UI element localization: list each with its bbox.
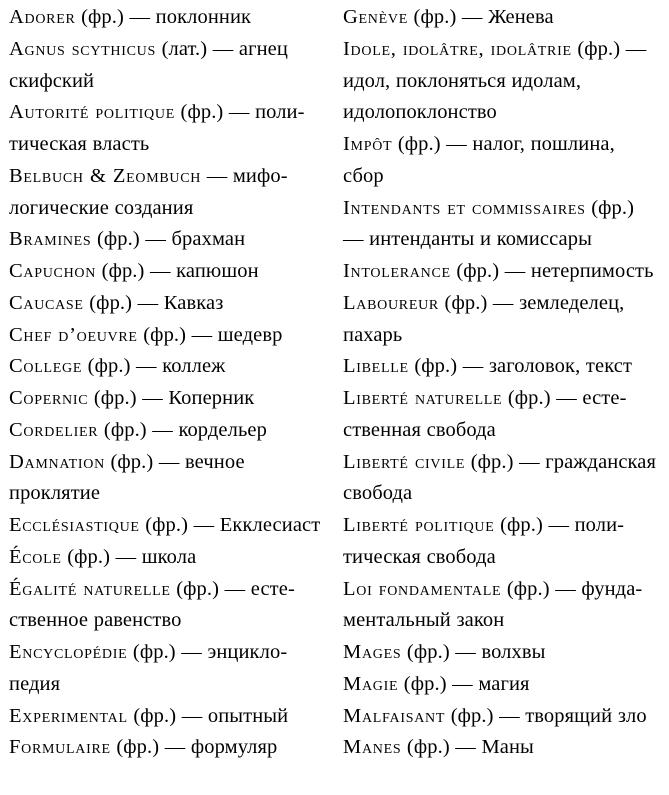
language-label: (фр.): [93, 387, 137, 409]
term-text: École: [9, 545, 62, 568]
language-label: (фр.): [591, 196, 635, 219]
glossary-entry: [343, 34, 659, 129]
glossary-entry: [9, 732, 325, 764]
translation-text: политическая власть: [9, 101, 305, 155]
translation-text: брахман: [171, 228, 246, 251]
translation-text: опытный: [207, 704, 289, 727]
glossary-entry: [9, 161, 325, 225]
dash-separator: —: [136, 355, 157, 378]
glossary-column-right: [343, 2, 659, 795]
term-text: Experimental: [9, 704, 128, 727]
glossary-entry: [9, 415, 325, 447]
term-text: Liberté politique: [343, 514, 495, 536]
dash-separator: —: [193, 514, 215, 536]
term-text: Intolerance: [343, 260, 451, 282]
language-label: (фр.): [406, 641, 450, 663]
language-label: (фр.): [450, 704, 494, 727]
term-text: Libelle: [343, 355, 409, 378]
term-text: Copernic: [9, 387, 89, 409]
translation-text: идол, поклоняться идолам, идолопоклонство: [343, 69, 582, 124]
dash-separator: —: [206, 164, 228, 187]
translation-text: творящий зло: [525, 704, 647, 727]
dash-separator: —: [158, 450, 180, 473]
translation-text: вечное проклятие: [9, 450, 245, 505]
translation-text: школа: [141, 545, 197, 568]
term-text: Manes: [343, 736, 402, 759]
term-text: Encyclopédie: [9, 641, 128, 663]
glossary-entry: [343, 351, 659, 383]
term-text: Ecclésiastique: [9, 514, 140, 536]
language-label: (фр.): [96, 228, 140, 251]
glossary-entry: [343, 447, 659, 511]
dash-separator: —: [145, 228, 166, 251]
term-text: College: [9, 355, 83, 378]
dash-separator: —: [129, 6, 151, 28]
dash-separator: —: [461, 6, 483, 28]
dash-separator: —: [499, 704, 520, 727]
glossary-entry: [343, 574, 659, 638]
term-text: Bramines: [9, 228, 92, 251]
term-text: Laboureur: [343, 291, 439, 314]
dash-separator: —: [548, 514, 570, 536]
language-label: (фр.): [89, 291, 133, 314]
glossary-entry: [9, 542, 325, 574]
glossary-entry: [9, 97, 325, 161]
term-text: Damnation: [9, 450, 105, 473]
term-text: Égalité naturelle: [9, 577, 171, 600]
translation-text: естественная свобода: [343, 387, 627, 441]
language-label: (фр.): [145, 514, 189, 536]
translation-text: Екклесиаст: [219, 514, 321, 536]
term-text: Liberté civile: [343, 450, 466, 473]
glossary-entry: [9, 510, 325, 542]
glossary-entry: [9, 574, 325, 638]
term-text: Impôt: [343, 133, 393, 155]
glossary-entry: [9, 288, 325, 320]
translation-text: Коперник: [168, 387, 255, 409]
term-text: Belbuch & Zeombuch: [9, 164, 202, 187]
term-text: Adorer: [9, 6, 76, 28]
language-label: (фр.): [110, 450, 154, 473]
language-label: (фр.): [577, 37, 621, 60]
glossary-entry: [9, 383, 325, 415]
language-label: (фр.): [406, 736, 450, 759]
dash-separator: —: [181, 704, 203, 727]
dash-separator: —: [191, 323, 213, 346]
glossary-entry: [343, 256, 659, 288]
translation-text: политическая свобода: [343, 514, 624, 568]
term-text: Cordelier: [9, 418, 99, 441]
term-text: Mages: [343, 641, 402, 663]
translation-text: капюшон: [176, 260, 259, 282]
dash-separator: —: [150, 260, 171, 282]
glossary-entry: [9, 701, 325, 733]
translation-text: заголовок, текст: [488, 355, 633, 378]
language-label: (фр.): [413, 6, 457, 28]
glossary-entry: [343, 129, 659, 193]
dash-separator: —: [228, 101, 250, 124]
dash-separator: —: [224, 577, 246, 600]
language-label: (фр.): [456, 260, 500, 282]
dash-separator: —: [492, 291, 514, 314]
dash-separator: —: [625, 37, 647, 60]
language-label: (фр.): [132, 641, 176, 663]
dash-separator: —: [446, 133, 467, 155]
language-label: (фр.): [103, 418, 147, 441]
dash-separator: —: [152, 418, 173, 441]
term-text: Loi fondamentale: [343, 577, 502, 600]
language-label: (лат.): [161, 37, 208, 60]
translation-text: коллеж: [162, 355, 226, 378]
translation-text: фундаментальный закон: [343, 577, 643, 632]
translation-text: агнец скифский: [9, 37, 288, 92]
translation-text: мифологические создания: [9, 164, 288, 219]
dash-separator: —: [455, 736, 476, 759]
term-text: Autorité politique: [9, 101, 175, 124]
glossary-entry: [343, 2, 659, 34]
glossary-entry: [9, 2, 325, 34]
glossary-entry: [343, 288, 659, 352]
glossary-entry: [9, 447, 325, 511]
language-label: (фр.): [414, 355, 458, 378]
language-label: (фр.): [506, 577, 550, 600]
glossary-entry: [9, 351, 325, 383]
language-label: (фр.): [176, 577, 220, 600]
term-text: Liberté naturelle: [343, 387, 503, 409]
language-label: (фр.): [500, 514, 543, 536]
dash-separator: —: [519, 450, 540, 473]
language-label: (фр.): [444, 291, 488, 314]
dash-separator: —: [455, 641, 476, 663]
term-text: Caucase: [9, 291, 84, 314]
translation-text: интенданты и комиссары: [369, 228, 592, 251]
glossary-entry: [343, 637, 659, 669]
dash-separator: —: [137, 291, 159, 314]
language-label: (фр.): [507, 387, 551, 409]
dash-separator: —: [452, 672, 473, 695]
dash-separator: —: [556, 387, 577, 409]
glossary-entry: [9, 256, 325, 288]
translation-text: кордельер: [178, 418, 267, 441]
language-label: (фр.): [397, 133, 441, 155]
dash-separator: —: [142, 387, 163, 409]
language-label: (фр.): [143, 323, 187, 346]
glossary-entry: [9, 637, 325, 701]
language-label: (фр.): [180, 101, 224, 124]
dash-separator: —: [555, 577, 576, 600]
translation-text: поклонник: [155, 6, 252, 28]
translation-text: магия: [478, 672, 530, 695]
glossary-entry: [343, 383, 659, 447]
dash-separator: —: [181, 641, 202, 663]
glossary-entry: [9, 34, 325, 98]
dash-separator: —: [462, 355, 484, 378]
term-text: Chef d’oeuvre: [9, 323, 138, 346]
language-label: (фр.): [116, 736, 160, 759]
translation-text: шедевр: [217, 323, 283, 346]
translation-text: налог, пошлина, сбор: [343, 133, 615, 187]
translation-text: волхвы: [481, 641, 546, 663]
term-text: Agnus scythicus: [9, 37, 157, 60]
glossary-entry: [343, 193, 659, 257]
language-label: (фр.): [67, 545, 111, 568]
term-text: Idole, idolâtre, idolâtrie: [343, 37, 572, 60]
dash-separator: —: [212, 37, 234, 60]
language-label: (фр.): [133, 704, 177, 727]
translation-text: нетерпимость: [530, 260, 654, 282]
term-text: Formulaire: [9, 736, 111, 759]
translation-text: гражданская свобода: [343, 450, 657, 505]
language-label: (фр.): [101, 260, 145, 282]
dash-separator: —: [164, 736, 186, 759]
glossary-column-left: [9, 2, 325, 795]
dash-separator: —: [115, 545, 137, 568]
translation-text: Женева: [488, 6, 554, 28]
glossary-entry: [343, 701, 659, 733]
language-label: (фр.): [87, 355, 131, 378]
glossary-entry: [9, 320, 325, 352]
glossary-entry: [343, 669, 659, 701]
translation-text: Кавказ: [163, 291, 224, 314]
glossary-entry: [9, 224, 325, 256]
term-text: Genève: [343, 6, 408, 28]
language-label: (фр.): [403, 672, 447, 695]
translation-text: естественное равенство: [9, 577, 295, 632]
term-text: Capuchon: [9, 260, 97, 282]
glossary-entry: [343, 510, 659, 574]
language-label: (фр.): [470, 450, 514, 473]
term-text: Malfaisant: [343, 704, 446, 727]
translation-text: формуляр: [190, 736, 278, 759]
translation-text: земледелец, пахарь: [343, 291, 625, 346]
language-label: (фр.): [81, 6, 124, 28]
term-text: Intendants et commissaires: [343, 196, 586, 219]
dash-separator: —: [504, 260, 526, 282]
term-text: Magie: [343, 672, 399, 695]
dash-separator: —: [343, 228, 364, 251]
glossary-entry: [343, 732, 659, 764]
translation-text: Маны: [481, 736, 534, 759]
translation-text: энциклопедия: [9, 641, 288, 695]
